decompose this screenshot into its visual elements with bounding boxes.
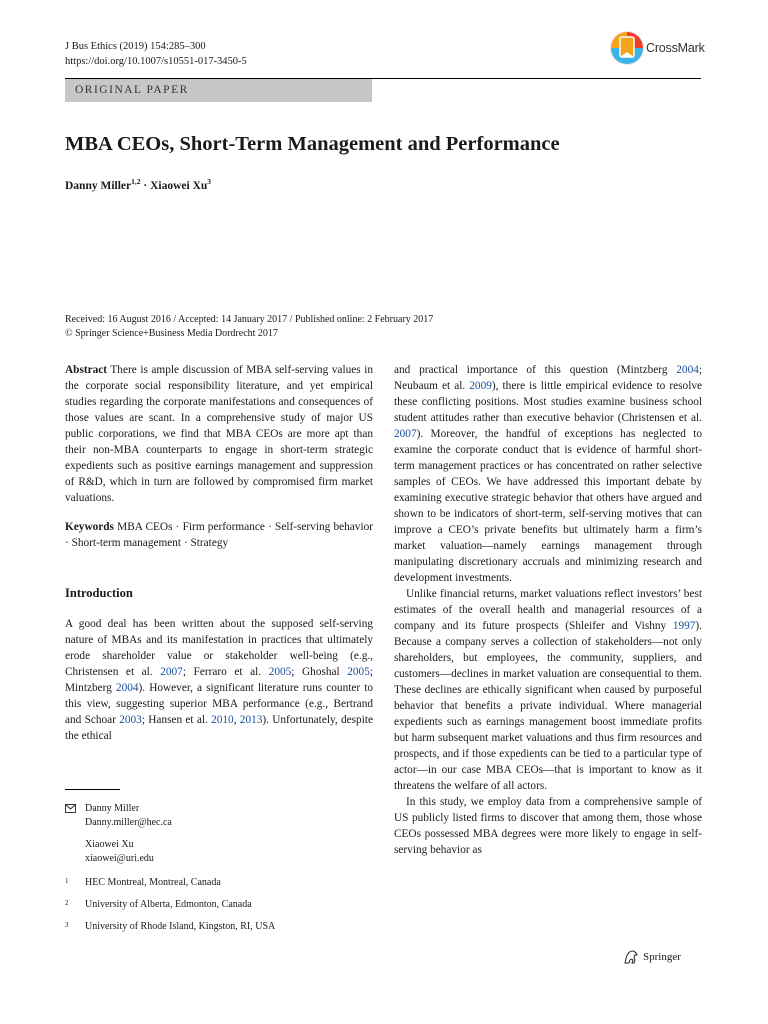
affiliation-text: HEC Montreal, Montreal, Canada [85, 877, 221, 888]
paper-title: MBA CEOs, Short-Term Management and Performance [65, 133, 560, 155]
body-paragraph [394, 362, 702, 586]
contact-name: Danny Miller [85, 803, 140, 814]
affiliation [65, 920, 365, 934]
body-text: ). Moreover, the handful of exceptions has neglected to examine the corporate conduct that is evidence of harmful short-term management practices or has concentrated on rather selective samples of CEOs. We have addressed this important debate by examining executive strategic behavior that others have argued and shown to be indicators of short-term, self-serving motives that can improve a CEO’s private benefits but ultimately harm a firm’s market valuation—namely earnings management through manipulating discretionary accruals and minimizing research and development investments. [394, 428, 702, 584]
author-affiliation-mark: 3 [207, 177, 212, 186]
keywords [65, 519, 373, 551]
citation-link[interactable]: 2004 [676, 364, 699, 376]
contact-email[interactable]: xiaowei@uri.edu [85, 853, 154, 864]
affiliation-number: 2 [65, 899, 69, 907]
body-paragraph: In this study, we employ data from a comprehensive sample of US publicly listed firms to discover that among them, those whose CEOs possessed MBA degrees were more likely to engage in self-serving behavior as [394, 796, 702, 856]
paper-type-banner: ORIGINAL PAPER [65, 79, 372, 102]
journal-citation: J Bus Ethics (2019) 154:285–300 [65, 41, 206, 52]
author-list [65, 177, 211, 192]
affiliation-text: University of Rhode Island, Kingston, RI, USA [85, 921, 276, 932]
author-affiliation-mark: 1,2 [131, 177, 141, 186]
publisher-name: Springer [643, 951, 681, 963]
left-column [65, 362, 373, 744]
citation-link[interactable]: 2013 [239, 714, 263, 726]
citation-link[interactable]: 2009 [469, 380, 492, 392]
author-name[interactable]: Xiaowei Xu [150, 179, 208, 192]
keywords-label: Keywords [65, 521, 114, 533]
doi-link[interactable]: https://doi.org/10.1007/s10551-017-3450-5 [65, 56, 247, 67]
footnote-rule [65, 789, 120, 790]
citation-link[interactable]: 2003 [119, 714, 142, 726]
affiliation-number: 3 [65, 921, 69, 929]
keywords-text: MBA CEOs · Firm performance · Self-serving behavior · Short-term management · Strategy [65, 521, 373, 549]
citation-link[interactable]: 2005 [268, 666, 292, 678]
affiliation [65, 898, 365, 912]
right-column [394, 362, 702, 858]
affiliation-number: 1 [65, 877, 69, 885]
crossmark-badge[interactable] [609, 30, 709, 66]
body-text: ; Neubaum et al. [394, 364, 702, 392]
author-separator: · [140, 179, 151, 192]
body-text: ). However, a significant literature runs counter to this view, suggesting superior MBA performance (e.g., Bertrand and Schoar [65, 682, 373, 726]
author-name[interactable]: Danny Miller [65, 179, 132, 192]
body-paragraph [65, 616, 373, 744]
abstract-text: There is ample discussion of MBA self-serving values in the corporate social responsibility literature, and yet empirical studies regarding the corporate manifestations and consequences of those values are scant. In a comprehensive study of major US public corporations, we find that MBA CEOs are more apt than their non-MBA counterparts to engage in short-term strategic expedients such as positive earnings management and suppression of R&D, which in turn are followed by compromised firm market valuations. [65, 364, 373, 504]
body-text: A good deal has been written about the supposed self-serving nature of MBAs and its manifestation in practices that ultimately erode shareholder value or stakeholder well-being (e.g., Christensen et al. [65, 618, 373, 678]
crossmark-label: CrossMark [646, 41, 705, 55]
citation-link[interactable]: 1997 [672, 620, 696, 632]
section-heading-introduction: Introduction [65, 586, 133, 600]
body-text: ), there is little empirical evidence to resolve these conflicting positions. Most studies examine business school student attitudes rather than executive behavior (Christensen et al. [394, 380, 702, 424]
springer-horse-icon [623, 950, 639, 964]
body-text: , [233, 714, 240, 726]
publisher-logo [623, 950, 681, 964]
citation-link[interactable]: 2005 [347, 666, 370, 678]
crossmark-icon [609, 30, 645, 66]
contact-name: Xiaowei Xu [85, 839, 134, 850]
abstract [65, 362, 373, 506]
footnotes [65, 802, 365, 934]
envelope-icon [65, 802, 85, 866]
publication-dates [65, 313, 433, 341]
body-text: ). Unfortunately, despite the ethical [65, 714, 373, 742]
corresponding-author [65, 802, 365, 866]
citation-link[interactable]: 2004 [115, 682, 139, 694]
contact-email[interactable]: Danny.miller@hec.ca [85, 817, 172, 828]
affiliation [65, 876, 365, 890]
body-text: ; Ferraro et al. [182, 666, 269, 678]
citation-link[interactable]: 2007 [394, 428, 417, 440]
citation-link[interactable]: 2010 [211, 714, 234, 726]
citation-link[interactable]: 2007 [160, 666, 183, 678]
body-text: ; Ghoshal [291, 666, 348, 678]
body-text: ; Hansen et al. [141, 714, 212, 726]
abstract-label: Abstract [65, 364, 108, 376]
affiliation-text: University of Alberta, Edmonton, Canada [85, 899, 252, 910]
body-text: and practical importance of this question (Mintzberg [394, 364, 677, 376]
copyright-line: © Springer Science+Business Media Dordrecht 2017 [65, 328, 278, 339]
history-dates: Received: 16 August 2016 / Accepted: 14 January 2017 / Published online: 2 February 2017 [65, 314, 434, 325]
body-paragraph [394, 586, 702, 794]
journal-citation-block [65, 39, 247, 69]
body-text: ). Because a company serves a collection of stakeholders—not only shareholders, but employees, the community, suppliers, and customers—declines in market valuation are consequential to them. These declines are ethically significant when caused by purposeful behavior that benefits a private individual. Where managerial expedients such as earnings management boost immediate profits but harm subsequent market valuations and thus firm resources and prospects, and if those expedients can be tied to a particular type of actor—in our case MBA CEOs—that is important to know as it threatens the welfare of all actors. [394, 620, 702, 792]
body-text: Unlike financial returns, market valuations reflect investors’ best estimates of the overall health and managerial resources of a company and its future prospects (Shleifer and Vishny [394, 588, 702, 632]
body-text: ; Mintzberg [65, 666, 373, 694]
